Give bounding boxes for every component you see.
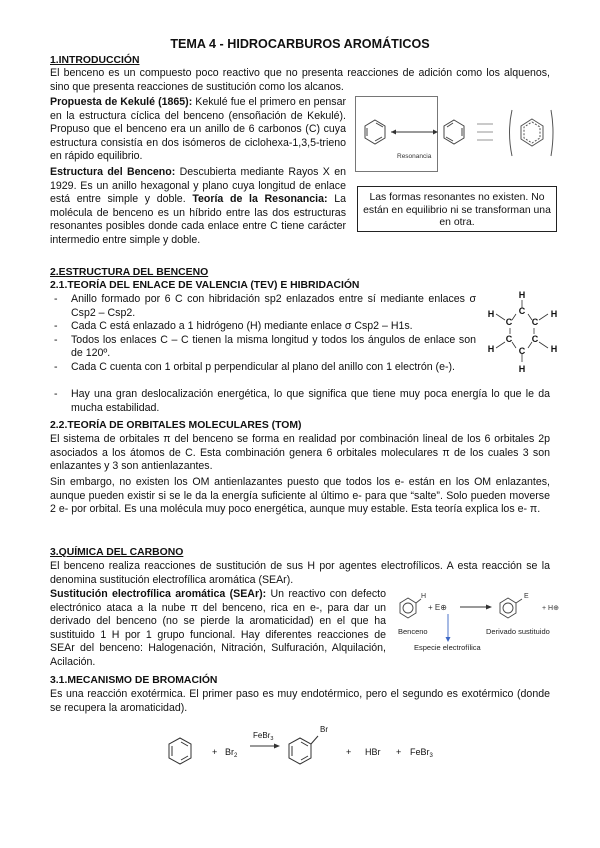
benzene-ring: [400, 598, 421, 618]
resonance-arrow-left-head: [391, 130, 396, 135]
br-substituent: Br: [320, 725, 328, 734]
reaction-arrow-head: [486, 605, 492, 610]
section-3-intro: El benceno realiza reacciones de sustitución de sus H por agentes electrofílicos. A esta reacción se la denomina sustitución electrofílica aromática (SEAr).: [50, 560, 550, 586]
br2-reagent: $Br_2$: [225, 747, 238, 759]
resonance-figure: [355, 96, 555, 172]
list-item: - Hay una gran deslocalización energética, lo que significa que tiene muy poca energía lo que le da mucha estabilidad.: [50, 388, 550, 415]
list-item: - Anillo formado por 6 C con hibridación sp2 enlazados entre sí mediante enlaces σ Csp2 – Csp2.: [50, 293, 476, 320]
plus-sign: +: [346, 747, 352, 757]
atom-h: H: [487, 309, 495, 319]
resonance-left-frame: [356, 97, 438, 172]
kekule-paragraph: [50, 96, 346, 164]
estructura-label: Estructura del Benceno:: [50, 166, 176, 178]
kekule-structure-2: [444, 120, 464, 144]
bracket-right: [551, 110, 553, 156]
benceno-label: Benceno: [398, 627, 428, 636]
electrophile-pointer-head: [446, 637, 451, 642]
sear-label: Sustitución electrofílica aromática (SEAr):: [50, 588, 267, 600]
hybrid-structure: [510, 110, 554, 156]
h-atom-label: H: [421, 593, 427, 600]
plus-sign: +: [396, 747, 402, 757]
tev-bullet-list-2: [50, 388, 550, 415]
sear-figure: [394, 588, 564, 652]
substituent-e-label: E: [524, 593, 529, 600]
bromobenzene-product: [289, 736, 318, 764]
electrophile-label: + E⊕: [428, 603, 447, 612]
catalyst-label: FeBr$_3$: [253, 731, 274, 742]
section-3-heading: 3.QUÍMICA DEL CARBONO: [50, 547, 184, 558]
section-3-1-heading: 3.1.MECANISMO DE BROMACIÓN: [50, 675, 218, 686]
kekule-label: Propuesta de Kekulé (1865):: [50, 96, 193, 108]
kekule-text: Kekulé fue el primero en pensar en la estructura cíclica del benceno (ensoñación de Kekulé). Propuso que el benceno era un anillo de 6 carbonos (C) cuya estructura consistía en dos isómeros de ciclohexa-1,3,5-trieno en rápido equilibrio.: [50, 96, 347, 163]
section-1-intro: El benceno es un compuesto poco reactivo que no presenta reacciones de adición como los alquenos, sino que presenta reacciones de sustitución como los alcanos.: [50, 67, 550, 93]
atom-c: C: [531, 334, 539, 344]
bracket-left: [510, 110, 513, 156]
bromacion-paragraph: Es una reacción exotérmica. El primer paso es muy endotérmico, pero el segundo es exotérmico (donde se recupera la aromaticidad).: [50, 688, 550, 714]
sear-paragraph: [50, 588, 386, 670]
kekule-structure-1: [365, 120, 385, 144]
derivado-label: Derivado sustituido: [486, 627, 550, 636]
section-2-heading: 2.ESTRUCTURA DEL BENCENO: [50, 267, 209, 278]
resonance-note-box: Las formas resonantes no existen. No están en equilibrio ni se transforman una en otra.: [357, 186, 557, 232]
hbr-product: HBr: [365, 747, 381, 757]
plus-sign: +: [212, 747, 218, 757]
atom-h: H: [518, 364, 526, 374]
tom-paragraph-1: El sistema de orbitales π del benceno se forma en realidad por combinación lineal de los 6 orbitales 2p asociados a los átomos de C. Esta combinación genera 6 orbitales moleculares π de los cuales 3 son enlazantes y 3 son antienlazantes.: [50, 433, 550, 473]
tom-paragraph-2: Sin embargo, no existen los OM antienlazantes puesto que todos los e- están en los OM enlazantes, aunque pueden existir si se le da la energía suficiente al último e- para que “salte”. Solo pueden moverse 2 e- por orbital. Es una molécula muy poco energética, aunque muy estable. Esta teoría explica los e- π.: [50, 476, 550, 516]
estructura-paragraph: [50, 166, 346, 248]
atom-c: C: [505, 317, 513, 327]
equivalence-sign-1: [477, 124, 493, 140]
atom-h: H: [518, 290, 526, 300]
section-2-2-heading: 2.2.TEORÍA DE ORBITALES MOLECULARES (TOM): [50, 420, 302, 431]
page-title: TEMA 4 - HIDROCARBUROS AROMÁTICOS: [170, 37, 430, 51]
tev-bullet-list: [50, 293, 476, 375]
list-item: - Cada C cuenta con 1 orbital p perpendicular al plano del anillo con 1 electrón (e-).: [50, 361, 476, 375]
resonancia-label: Teoría de la Resonancia:: [192, 193, 328, 206]
list-item: - Cada C está enlazado a 1 hidrógeno (H) mediante enlace σ Csp2 – H1s.: [50, 320, 476, 334]
section-1-heading: 1.INTRODUCCIÓN: [50, 55, 140, 66]
especie-label: Especie electrofílica: [414, 643, 481, 652]
benzene-ch-structure: [482, 288, 566, 374]
eq-arrow-head: [274, 744, 280, 749]
section-2-1-heading: 2.1.TEORÍA DEL ENLACE DE VALENCIA (TEV) E HIBRIDACIÓN: [50, 280, 360, 291]
resonancia-text: La molécula de benceno es un híbrido entre las dos estructuras resonantes posibles donde cada enlace entre C tiene carácter intermedio entre simple y doble.: [50, 193, 346, 246]
atom-c: C: [531, 317, 539, 327]
estructura-text: Descubierta mediante Rayos X en 1929. Es un anillo hexagonal y plano cuya longitud de enlace está entre simple y doble.: [50, 166, 346, 206]
atom-c: C: [518, 346, 526, 356]
benzene-reactant: [169, 738, 191, 764]
atom-h: H: [550, 309, 558, 319]
substituted-benzene: [500, 598, 522, 618]
sear-text: Un reactivo con defecto electrónico ataca a la nube π del benceno, rica en e-, para dar un derivado del benceno (no se pierde la aromaticidad) en el que ha sustituido 1 H por 1 grupo funcional. Hay diferentes reacciones de SEAr del benceno: Halogenación, Nitración, Sulfuración, Alquilación, Acilación.: [50, 588, 386, 668]
atom-h: H: [487, 344, 495, 354]
bromination-equation: [160, 720, 460, 774]
febr3-product: FeBr$_3$: [410, 747, 433, 759]
resonance-label: Resonancia: [397, 153, 432, 160]
atom-h: H: [550, 344, 558, 354]
h-plus-label: + H⊕: [542, 605, 559, 612]
list-item: - Todos los enlaces C – C tienen la misma longitud y todos los ángulos de enlace son de 120º.: [50, 334, 476, 361]
atom-c: C: [518, 306, 526, 316]
atom-c: C: [505, 334, 513, 344]
